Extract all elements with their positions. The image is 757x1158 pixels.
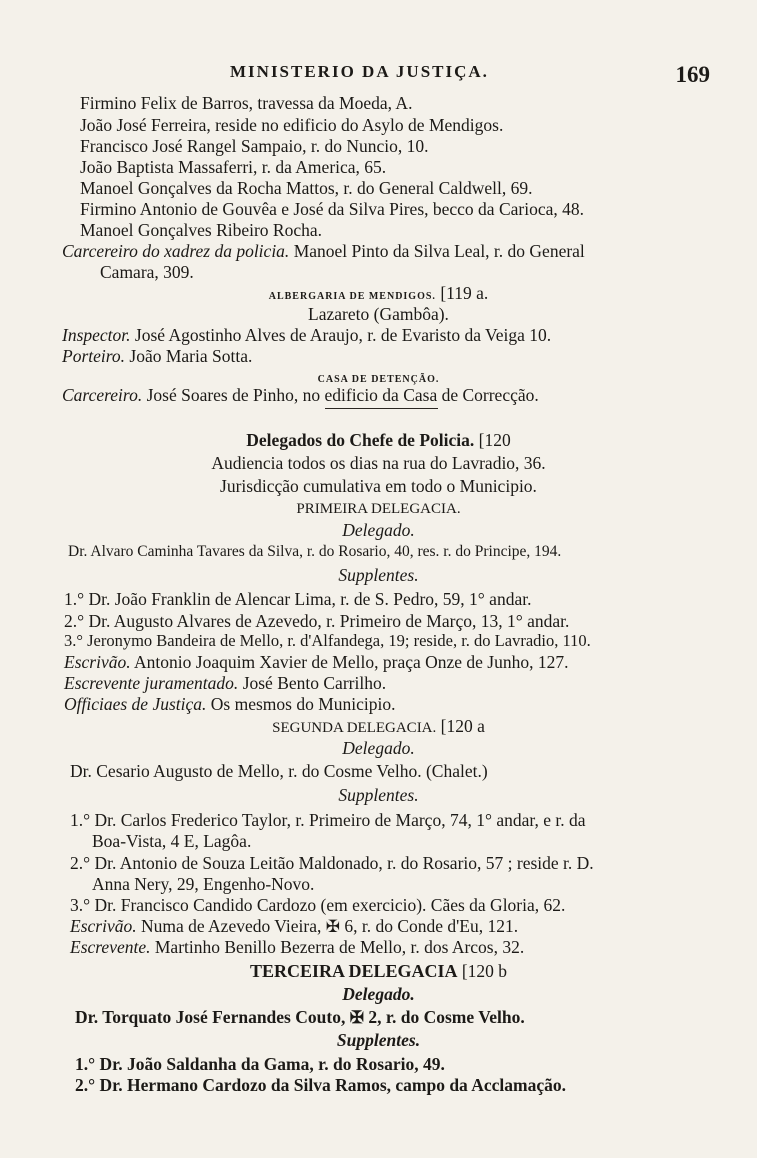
role-label: Escrivão. <box>64 652 131 672</box>
list-item: 3.° Jeronymo Bandeira de Mello, r. d'Alfandega, 19; reside, r. do Lavradio, 110. <box>64 631 591 650</box>
section-heading-text: ALBERGARIA DE MENDIGOS. <box>268 291 436 302</box>
list-item: 1.° Dr. João Franklin de Alencar Lima, r. de S. Pedro, 59, 1° andar. <box>64 589 532 609</box>
list-item: João Baptista Massaferri, r. da America, 65. <box>80 157 387 177</box>
role-label: Escrevente juramentado. <box>64 673 239 693</box>
subsection-heading <box>0 961 757 981</box>
entry-text: Antonio Joaquim Xavier de Mello, praça Onze de Junho, 127. <box>134 652 569 672</box>
entry-text: Dr. Torquato José Fernandes Couto, <box>75 1007 346 1027</box>
page-number: 169 <box>675 62 710 87</box>
role-label: Escrevente. <box>70 937 151 957</box>
entry-text: Manoel Pinto da Silva Leal, r. do General <box>293 241 585 261</box>
list-item: João José Ferreira, reside no edificio do Asylo de Mendigos. <box>80 115 504 135</box>
list-item <box>62 385 539 405</box>
role-heading: Supplentes. <box>338 565 419 585</box>
role-heading: Supplentes. <box>338 785 419 805</box>
section-divider <box>325 408 438 409</box>
list-item <box>64 673 386 693</box>
entry-text: Numa de Azevedo Vieira, <box>140 916 322 936</box>
role-label: Carcereiro. <box>62 385 143 405</box>
list-item: Anna Nery, 29, Engenho-Novo. <box>92 874 315 894</box>
list-item: Manoel Gonçalves Ribeiro Rocha. <box>80 220 323 240</box>
section-subtitle: Lazareto (Gambôa). <box>308 304 449 324</box>
role-heading: Delegado. <box>342 738 415 758</box>
list-item: Boa-Vista, 4 E, Lagôa. <box>92 831 252 851</box>
section-ref: [120 b <box>461 961 508 981</box>
role-heading: Delegado. <box>342 984 415 1004</box>
role-heading: Delegado. <box>342 520 415 540</box>
list-item <box>64 652 569 672</box>
role-label: Officiaes de Justiça. <box>64 694 207 714</box>
entry-text: Os mesmos do Municipio. <box>210 694 396 714</box>
section-ref: [120 a <box>440 716 485 736</box>
subsection-heading-text: SEGUNDA DELEGACIA. <box>272 720 437 736</box>
entry-text: José Agostinho Alves de Araujo, r. de Evaristo da Veiga 10. <box>134 325 552 345</box>
entry-text: José Soares de Pinho, no edificio da Casa de Correcção. <box>146 385 539 405</box>
section-heading <box>0 430 757 450</box>
list-item <box>64 694 396 714</box>
list-item: 3.° Dr. Francisco Candido Cardozo (em exercicio). Cães da Gloria, 62. <box>70 895 566 915</box>
list-item: Manoel Gonçalves da Rocha Mattos, r. do General Caldwell, 69. <box>80 178 533 198</box>
list-item: Camara, 309. <box>100 262 194 282</box>
role-label: Carcereiro do xadrez da policia. <box>62 241 290 261</box>
section-ref: [119 a. <box>440 283 489 303</box>
subsection-heading <box>0 716 757 738</box>
list-item: Firmino Antonio de Gouvêa e José da Silva Pires, becco da Carioca, 48. <box>80 199 584 219</box>
list-item: 2.° Dr. Antonio de Souza Leitão Maldonado, r. do Rosario, 57 ; reside r. D. <box>70 853 594 873</box>
list-item: Francisco José Rangel Sampaio, r. do Nuncio, 10. <box>80 136 429 156</box>
list-item: Firmino Felix de Barros, travessa da Moeda, A. <box>80 93 413 113</box>
subsection-heading: PRIMEIRA DELEGACIA. <box>296 501 461 517</box>
order-cross-icon: ✠ <box>349 1008 364 1027</box>
section-heading-text: CASA DE DETENÇÃO. <box>317 374 440 385</box>
page-header <box>60 62 710 92</box>
list-item <box>70 937 524 957</box>
section-subtitle: Audiencia todos os dias na rua do Lavradio, 36. <box>211 453 546 473</box>
list-item <box>62 325 551 345</box>
section-subtitle: Jurisdicção cumulativa em todo o Municipio. <box>220 476 537 496</box>
list-item <box>75 1007 525 1028</box>
entry-text: 2, r. do Cosme Velho. <box>368 1007 525 1027</box>
list-item <box>70 916 518 937</box>
list-item: 1.° Dr. Carlos Frederico Taylor, r. Primeiro de Março, 74, 1° andar, e r. da <box>70 810 586 830</box>
section-ref: [120 <box>478 430 511 450</box>
order-cross-icon: ✠ <box>325 917 340 936</box>
entry-text: José Bento Carrilho. <box>242 673 387 693</box>
list-item: 1.° Dr. João Saldanha da Gama, r. do Rosario, 49. <box>75 1054 445 1074</box>
section-heading-text: Delegados do Chefe de Policia. <box>246 430 475 450</box>
role-label: Porteiro. <box>62 346 126 366</box>
list-item <box>62 346 252 366</box>
list-item: Dr. Alvaro Caminha Tavares da Silva, r. do Rosario, 40, res. r. do Principe, 194. <box>68 543 562 560</box>
running-title: MINISTERIO DA JUSTIÇA. <box>230 62 489 81</box>
list-item <box>62 241 585 261</box>
role-heading: Supplentes. <box>336 1030 421 1050</box>
list-item: 2.° Dr. Augusto Alvares de Azevedo, r. Primeiro de Março, 13, 1° andar. <box>64 611 570 631</box>
list-item: Dr. Cesario Augusto de Mello, r. do Cosme Velho. (Chalet.) <box>70 761 488 781</box>
role-label: Inspector. <box>62 325 131 345</box>
entry-text: 6, r. do Conde d'Eu, 121. <box>344 916 519 936</box>
entry-text: Martinho Benillo Bezerra de Mello, r. dos Arcos, 32. <box>154 937 525 957</box>
subsection-heading-text: TERCEIRA DELEGACIA <box>249 961 458 981</box>
entry-text: João Maria Sotta. <box>129 346 253 366</box>
list-item: 2.° Dr. Hermano Cardozo da Silva Ramos, campo da Acclamação. <box>75 1075 566 1095</box>
role-label: Escrivão. <box>70 916 137 936</box>
